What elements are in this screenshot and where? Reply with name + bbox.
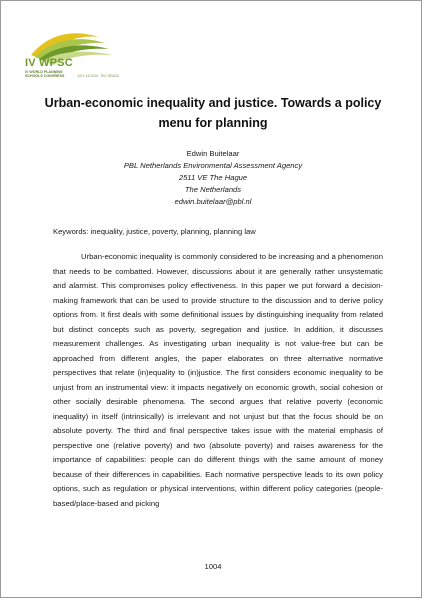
- logo-subtitle-line-2: SCHOOLS CONGRESS: [25, 74, 65, 79]
- keywords: Keywords: inequality, justice, poverty, planning, planning law: [53, 227, 256, 236]
- author-address: 2511 VE The Hague: [178, 173, 248, 182]
- author-country: The Netherlands: [184, 185, 242, 194]
- logo-tagline: JULY 4-8 2016 · RIO, BRAZIL: [77, 74, 120, 78]
- paper-title: Urban-economic inequality and justice. Towards a policy menu for planning: [44, 96, 382, 130]
- author-email: edwin.buitelaar@pbl.nl: [174, 197, 252, 206]
- author-name: Edwin Buitelaar: [186, 149, 240, 158]
- logo-subtitle-line-1: IV WORLD PLANNING: [25, 70, 63, 74]
- author-block: [61, 148, 365, 208]
- abstract-paragraph: Urban-economic inequality is commonly considered to be increasing and a phenomenon that needs to be combatted. However, discussions about it are generally rather unsystematic and alarmist. This compromises policy effectiveness. In this paper we put forward a decision-making framework that can be used to provide structure to the discussion and to derive policy options from. It first deals with some definitional issues by distinguishing inequality from related but distinct concepts such as poverty, segregation and justice. In addition, it discusses measurement challenges. As investigating urban inequality is not value-free but can be approached from different angles, the paper elaborates on three alternative normative perspectives that relate (in)equality to (in)justice. The first considers economic inequality to be unjust from an instrumental view: it impacts negatively on economic growth, social cohesion or other socially desirable phenomena. The second argues that relative poverty (economic inequality) in itself (intrinsically) is irrelevant and not unjust but that the focus should be on absolute poverty. The third and final perspective takes issue with the material emphasis of perspective one (relative poverty) and two (absolute poverty) and raises awareness for the importance of capabilities: people can do different things with the same amount of money because of their differences in capabilities. Each normative perspective leads to its own policy options, such as regulation or physical interventions, within different policy categories (people-based/place-based and picking: [53, 252, 383, 508]
- logo-subtitle: [25, 70, 64, 78]
- page-number: 1004: [204, 562, 222, 571]
- logo-wordmark: IV WPSC: [25, 57, 73, 69]
- author-affiliation: PBL Netherlands Environmental Assessment Agency: [123, 161, 303, 170]
